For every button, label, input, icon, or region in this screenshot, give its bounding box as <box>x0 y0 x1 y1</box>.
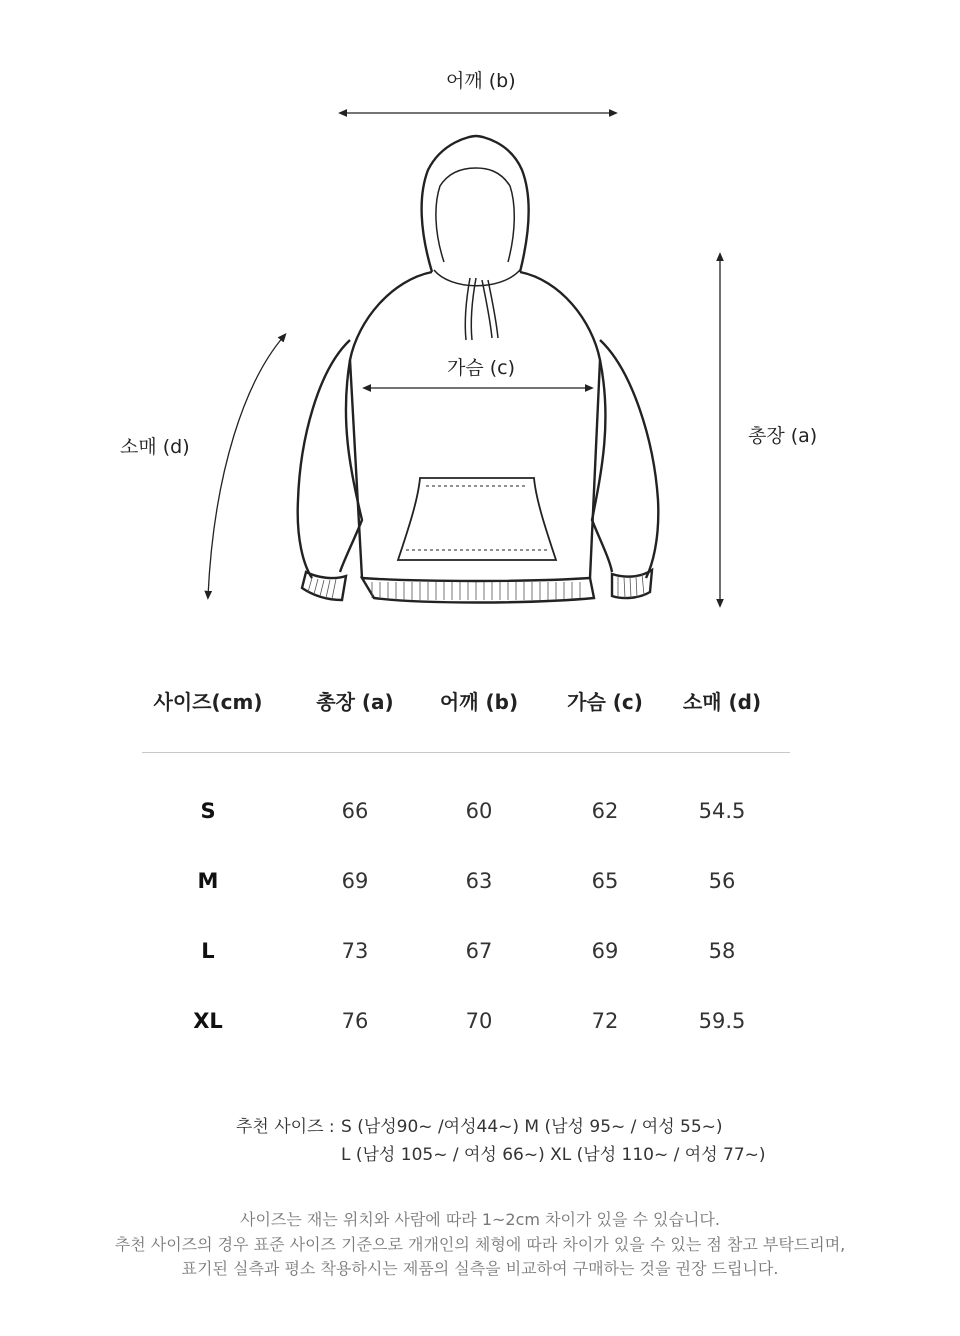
header-shoulder: 어깨 (b) <box>439 690 519 714</box>
hoodie-measurement-diagram <box>0 0 960 640</box>
sleeve-label: 소매 (d) <box>120 436 190 458</box>
recommend-line-2: L (남성 105~ / 여성 66~) XL (남성 110~ / 여성 77~) <box>341 1145 766 1165</box>
size-notes <box>0 1208 960 1282</box>
hood-outline <box>422 136 529 286</box>
chest-cell: 69 <box>591 939 619 963</box>
length-cell: 76 <box>341 1009 369 1033</box>
header-sleeve: 소매 (d) <box>682 690 762 714</box>
chest-cell: 65 <box>591 869 619 893</box>
header-length: 총장 (a) <box>316 690 394 714</box>
note-line: 추천 사이즈의 경우 표준 사이즈 기준으로 개개인의 체형에 따라 차이가 있을 수 있는 점 참고 부탁드리며, <box>114 1234 846 1254</box>
length-label: 총장 (a) <box>748 425 818 447</box>
header-size: 사이즈(cm) <box>153 690 263 714</box>
sleeve-cell: 59.5 <box>698 1009 746 1033</box>
chest-cell: 62 <box>591 799 619 823</box>
note-line: 사이즈는 재는 위치와 사람에 따라 1~2cm 차이가 있을 수 있습니다. <box>240 1210 720 1229</box>
shoulder-label: 어깨 (b) <box>446 70 516 92</box>
sleeve-arrow <box>208 336 284 596</box>
sleeve-cell: 56 <box>708 869 736 893</box>
hoodie-illustration <box>0 0 960 640</box>
size-cell: L <box>201 939 215 963</box>
length-cell: 69 <box>341 869 369 893</box>
drawstrings <box>465 278 498 340</box>
table-header <box>142 670 790 730</box>
shoulder-cell: 67 <box>465 939 493 963</box>
size-cell: M <box>197 869 219 893</box>
shoulder-cell: 70 <box>465 1009 493 1033</box>
table-row <box>142 847 790 917</box>
table-row <box>142 987 790 1057</box>
table-row <box>142 917 790 987</box>
table-divider <box>142 752 790 753</box>
note-line: 표기된 실측과 평소 착용하시는 제품의 실측을 비교하여 구매하는 것을 권장 드립니다. <box>181 1259 779 1278</box>
shoulder-cell: 63 <box>465 869 493 893</box>
chest-cell: 72 <box>591 1009 619 1033</box>
shoulder-cell: 60 <box>465 799 493 823</box>
length-cell: 66 <box>341 799 369 823</box>
sleeve-cell: 54.5 <box>698 799 746 823</box>
table-row <box>142 777 790 847</box>
sleeve-cell: 58 <box>708 939 736 963</box>
size-cell: S <box>200 799 216 823</box>
body-outline <box>298 272 659 603</box>
length-cell: 73 <box>341 939 369 963</box>
header-chest: 가슴 (c) <box>567 690 643 714</box>
chest-label: 가슴 (c) <box>447 357 516 379</box>
size-table <box>142 670 790 1057</box>
recommend-label: 추천 사이즈 : <box>236 1117 335 1137</box>
recommend-line-1: S (남성90~ /여성44~) M (남성 95~ / 여성 55~) <box>341 1117 723 1137</box>
size-cell: XL <box>193 1009 223 1033</box>
